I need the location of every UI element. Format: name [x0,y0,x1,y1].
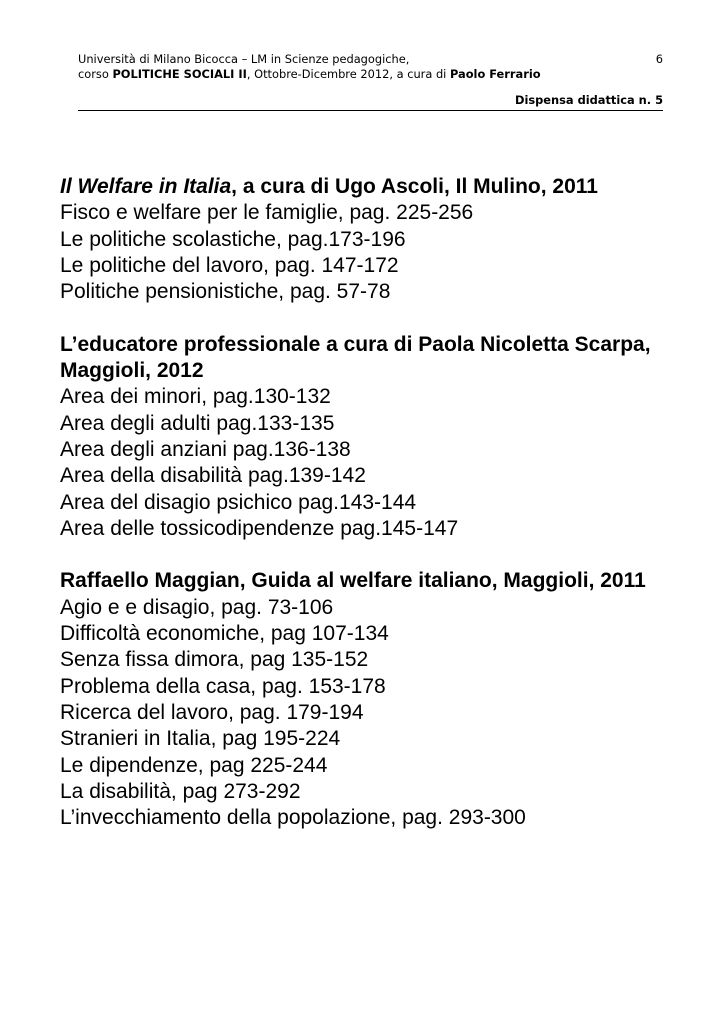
list-item: Stranieri in Italia, pag 195-224 [60,727,341,751]
section-welfare-italia [60,174,700,305]
header-editor-name: Paolo Ferrario [449,67,541,81]
list-item: Problema della casa, pag. 153-178 [60,674,386,698]
book-title-italic: Il Welfare in Italia [60,175,232,198]
header-university-line [78,52,663,67]
section-title-continued: Maggioli, 2012 [60,359,204,383]
list-item: Area della disabilità pag.139-142 [60,464,366,488]
list-item: Politiche pensionistiche, pag. 57-78 [60,280,391,304]
list-item: Area dei minori, pag.130-132 [60,385,331,409]
dispensa-label: Dispensa didattica n. 5 [515,93,663,107]
list-item: Senza fissa dimora, pag 135-152 [60,648,369,672]
page-header [78,52,663,107]
list-item: Area delle tossicodipendenze pag.145-147 [60,516,459,540]
list-item: Le politiche scolastiche, pag.173-196 [60,227,406,251]
header-course-name: POLITICHE SOCIALI II [112,67,247,81]
list-item: Area degli adulti pag.133-135 [60,411,335,435]
list-item: Le politiche del lavoro, pag. 147-172 [60,253,399,277]
list-item: Area degli anziani pag.136-138 [60,437,351,461]
header-course-line [78,67,663,82]
list-item: Area del disagio psichico pag.143-144 [60,490,417,514]
list-item: La disabilità, pag 273-292 [60,779,301,803]
section-educatore-professionale [60,332,700,542]
page-number: 6 [655,52,663,66]
list-item: Fisco e welfare per le famiglie, pag. 225-256 [60,201,474,225]
book-title-rest: , a cura di Ugo Ascoli, Il Mulino, 2011 [231,175,598,198]
section-title [60,174,700,200]
section-title: L’educatore professionale a cura di Paola Nicoletta Scarpa, [60,332,651,356]
header-divider [78,110,663,111]
section-title: Raffaello Maggian, Guida al welfare italiano, Maggioli, 2011 [60,569,646,593]
list-item: Ricerca del lavoro, pag. 179-194 [60,700,364,724]
list-item: Difficoltà economiche, pag 107-134 [60,622,389,646]
list-item: Agio e e disagio, pag. 73-106 [60,595,334,619]
list-item: Le dipendenze, pag 225-244 [60,753,328,777]
section-guida-welfare [60,568,700,831]
header-university-text: Università di Milano Bicocca – LM in Scienze pedagogiche, [78,52,410,66]
list-item: L’invecchiamento della popolazione, pag. 293-300 [60,806,526,830]
header-course-dates: , Ottobre-Dicembre 2012, a cura di [246,67,450,81]
header-course-prefix: corso [78,67,113,81]
document-body [60,174,700,831]
